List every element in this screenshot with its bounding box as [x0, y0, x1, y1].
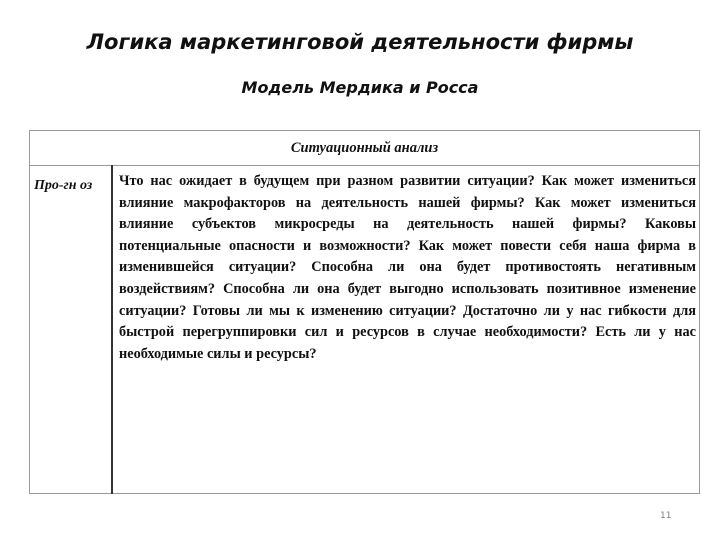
row-label: Про-гн оз — [30, 166, 113, 494]
slide-subtitle: Модель Мердика и Росса — [241, 78, 479, 97]
analysis-table — [29, 130, 700, 494]
table-header: Ситуационный анализ — [30, 131, 700, 166]
row-text: Что нас ожидает в будущем при разном развитии ситуации? Как может измениться влияние макрофакторов на деятельность нашей фирмы? Как может измениться влияние субъектов микросреды на деятельность нашей фирмы? Каковы потенциальные опасности и возможности? Как может повести себя наша фирма в изменившейся ситуации? Способна ли она будет противостоять негативным воздействиям? Способна ли она будет выгодно использовать позитивное изменение ситуации? Готовы ли мы к изменению ситуации? Достаточно ли у нас гибкости для быстрой перегруппировки сил и ресурсов в случае необходимости? Есть ли у нас необходимые силы и ресурсы? — [112, 166, 700, 494]
slide-title: Логика маркетинговой деятельности фирмы — [86, 30, 634, 54]
table-row — [30, 166, 700, 494]
table-header-row — [30, 131, 700, 166]
page-number: 11 — [660, 511, 672, 521]
